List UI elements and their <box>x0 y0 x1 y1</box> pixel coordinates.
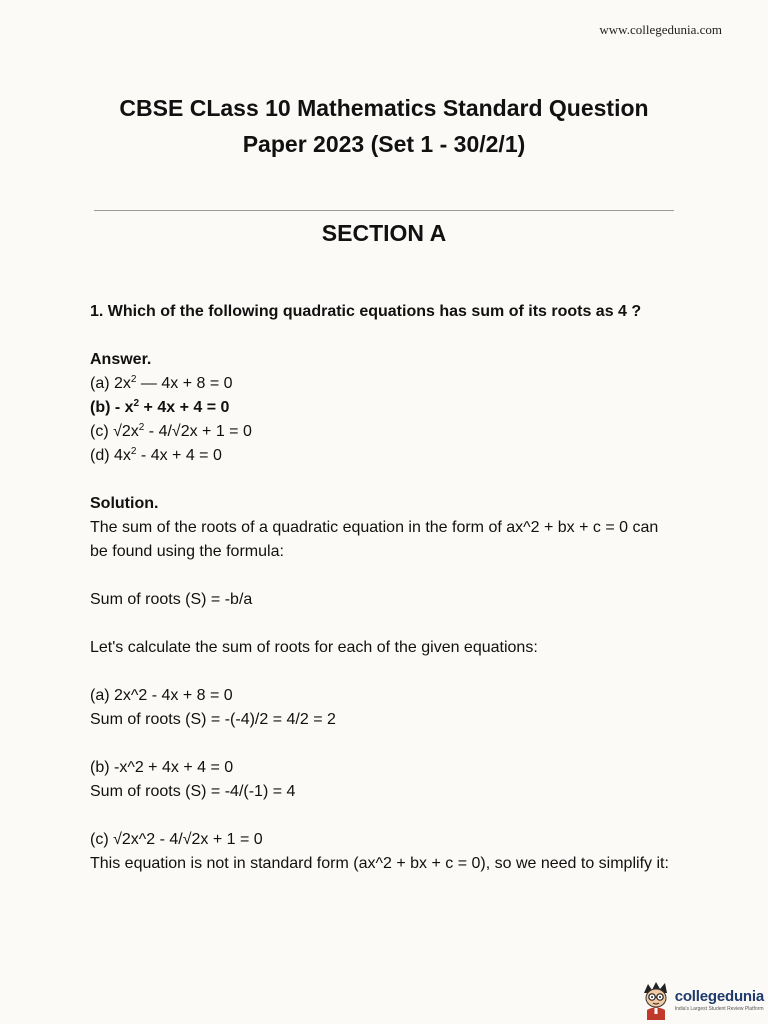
option-c: (c) $√2x^2 - 4/√2x + 1 = 0$ <box>90 422 252 440</box>
solution-c-equation: (c) √2x^2 - 4/√2x + 1 = 0 <box>90 831 263 848</box>
solution-lead: Let's calculate the sum of roots for each of the given equations: <box>90 639 538 656</box>
title-line-2: Paper 2023 (Set 1 - 30/2/1) <box>242 131 526 157</box>
question-text: 1. Which of the following quadratic equations has sum of its roots as 4 ? <box>90 303 642 320</box>
answer-label: Answer. <box>90 351 152 368</box>
solution-b-equation: (b) -x^2 + 4x + 4 = 0 <box>90 759 234 776</box>
logo-name: collegedunia <box>674 988 764 1005</box>
solution-a-equation: (a) 2x^2 - 4x + 8 = 0 <box>90 687 233 704</box>
option-d: (d) $4x^2 - 4x + 4 = 0$ <box>90 446 222 464</box>
solution-a-sum: Sum of roots (S) = -(-4)/2 = 4/2 = 2 <box>90 711 336 728</box>
section-heading: SECTION A <box>321 220 447 246</box>
option-b-correct: $(b) - x^2 + 4x + 4 = 0$ <box>90 398 230 416</box>
site-url: www.collegedunia.com <box>599 22 722 37</box>
page-title <box>60 90 708 162</box>
solution-c-note: This equation is not in standard form (ax^2 + bx + c = 0), so we need to simplify it: <box>90 855 669 872</box>
solution-formula: Sum of roots (S) = -b/a <box>90 591 253 608</box>
collegedunia-logo <box>639 980 764 1020</box>
solution-label: Solution. <box>90 495 159 512</box>
question-content <box>90 300 680 876</box>
title-line-1: CBSE CLass 10 Mathematics Standard Question <box>119 95 649 121</box>
logo-tagline: India's Largest Student Review Platform <box>674 1006 764 1012</box>
divider <box>94 210 674 211</box>
mascot-icon <box>639 980 673 1020</box>
option-a: (a) $2x^2$ — 4x + 8 = 0 <box>90 374 233 392</box>
solution-b-sum: Sum of roots (S) = -4/(-1) = 4 <box>90 783 296 800</box>
solution-intro: The sum of the roots of a quadratic equation in the form of ax^2 + bx + c = 0 can be found using the formula: <box>90 519 659 560</box>
